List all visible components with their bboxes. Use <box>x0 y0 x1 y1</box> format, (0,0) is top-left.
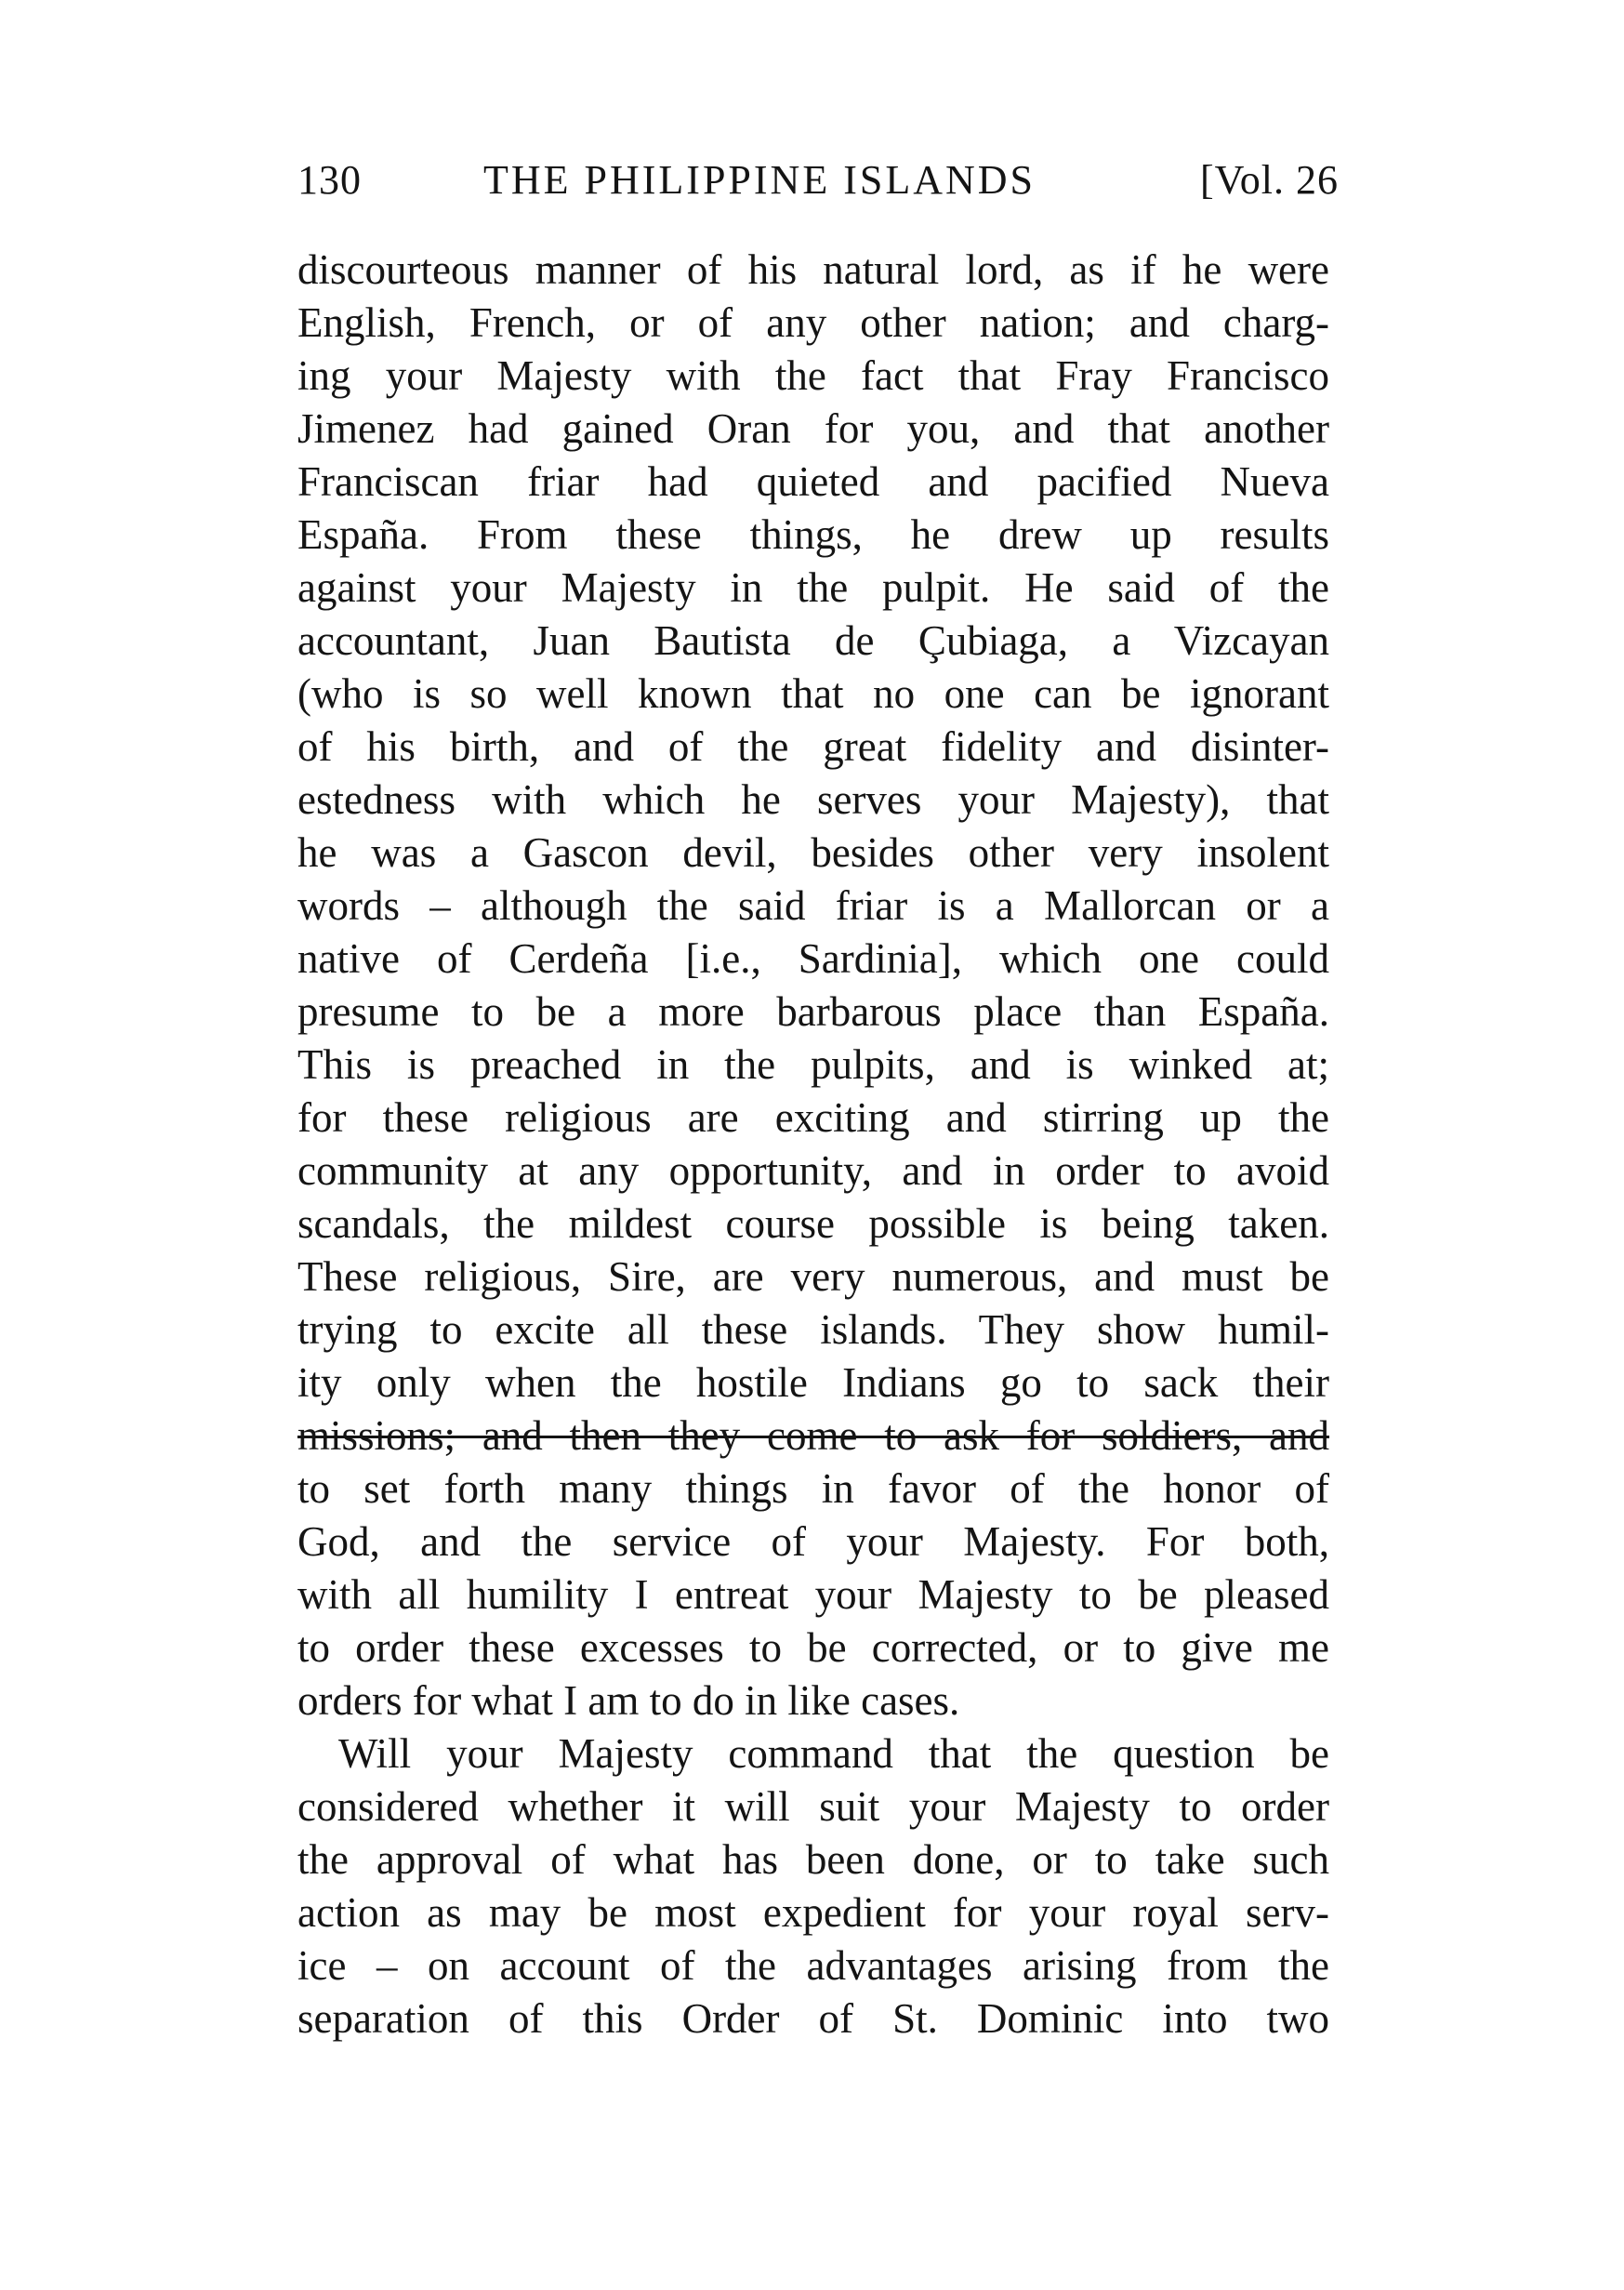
text-line: community at any opportunity, and in order to avoid <box>297 1147 1329 1194</box>
text-line: to order these excesses to be corrected, or to give me <box>297 1624 1329 1671</box>
text-line: This is preached in the pulpits, and is winked at; <box>297 1041 1329 1088</box>
text-line: ing your Majesty with the fact that Fray Francisco <box>297 352 1329 399</box>
text-line: (who is so well known that no one can be ignorant <box>297 670 1329 717</box>
text-line: native of Cerdeña [i.e., Sardinia], which one could <box>297 935 1329 982</box>
text-line: estedness with which he serves your Majesty), that <box>297 776 1329 823</box>
text-line: These religious, Sire, are very numerous, and must be <box>297 1253 1329 1300</box>
text-line: against your Majesty in the pulpit. He said of the <box>297 564 1329 611</box>
text-line: the approval of what has been done, or to take such <box>297 1836 1329 1883</box>
struck-through-line: missions; and then they come to ask for soldiers, and <box>297 1412 1329 1459</box>
text-line: España. From these things, he drew up results <box>297 511 1329 558</box>
text-line: trying to excite all these islands. They show humil- <box>297 1306 1329 1353</box>
text-line: action as may be most expedient for your royal serv- <box>297 1889 1329 1936</box>
running-head <box>297 156 1339 212</box>
text-line: to set forth many things in favor of the honor of <box>297 1465 1329 1512</box>
body-text <box>297 244 1329 2045</box>
text-line: discourteous manner of his natural lord, as if he were <box>297 246 1329 293</box>
text-line: orders for what I am to do in like cases. <box>297 1677 960 1724</box>
text-line: presume to be a more barbarous place than España. <box>297 988 1329 1035</box>
text-line: English, French, or of any other nation; and charg- <box>297 299 1329 346</box>
text-line: Jimenez had gained Oran for you, and that another <box>297 405 1329 452</box>
text-line: ity only when the hostile Indians go to sack their <box>297 1359 1329 1406</box>
volume-marker: [Vol. 26 <box>1200 157 1339 203</box>
text-line: accountant, Juan Bautista de Çubiaga, a Vizcayan <box>297 617 1329 664</box>
page-number: 130 <box>297 157 362 203</box>
text-line: Will your Majesty command that the question be <box>338 1730 1329 1777</box>
text-line: for these religious are exciting and stirring up the <box>297 1094 1329 1141</box>
text-line: with all humility I entreat your Majesty to be pleased <box>297 1571 1329 1618</box>
text-line: words – although the said friar is a Mallorcan or a <box>297 882 1329 929</box>
text-line: he was a Gascon devil, besides other very insolent <box>297 829 1329 876</box>
text-line: separation of this Order of St. Dominic into two <box>297 1995 1329 2042</box>
paragraph-2 <box>297 1727 1329 2045</box>
running-title: THE PHILIPPINE ISLANDS <box>483 157 1036 203</box>
text-line: God, and the service of your Majesty. For both, <box>297 1518 1329 1565</box>
text-line: Franciscan friar had quieted and pacified Nueva <box>297 458 1329 505</box>
text-line: scandals, the mildest course possible is being taken. <box>297 1200 1329 1247</box>
text-line: of his birth, and of the great fidelity and disinter- <box>297 723 1329 770</box>
paragraph-1 <box>297 244 1329 1727</box>
text-line: considered whether it will suit your Majesty to order <box>297 1783 1329 1830</box>
text-line: ice – on account of the advantages arising from the <box>297 1942 1329 1989</box>
